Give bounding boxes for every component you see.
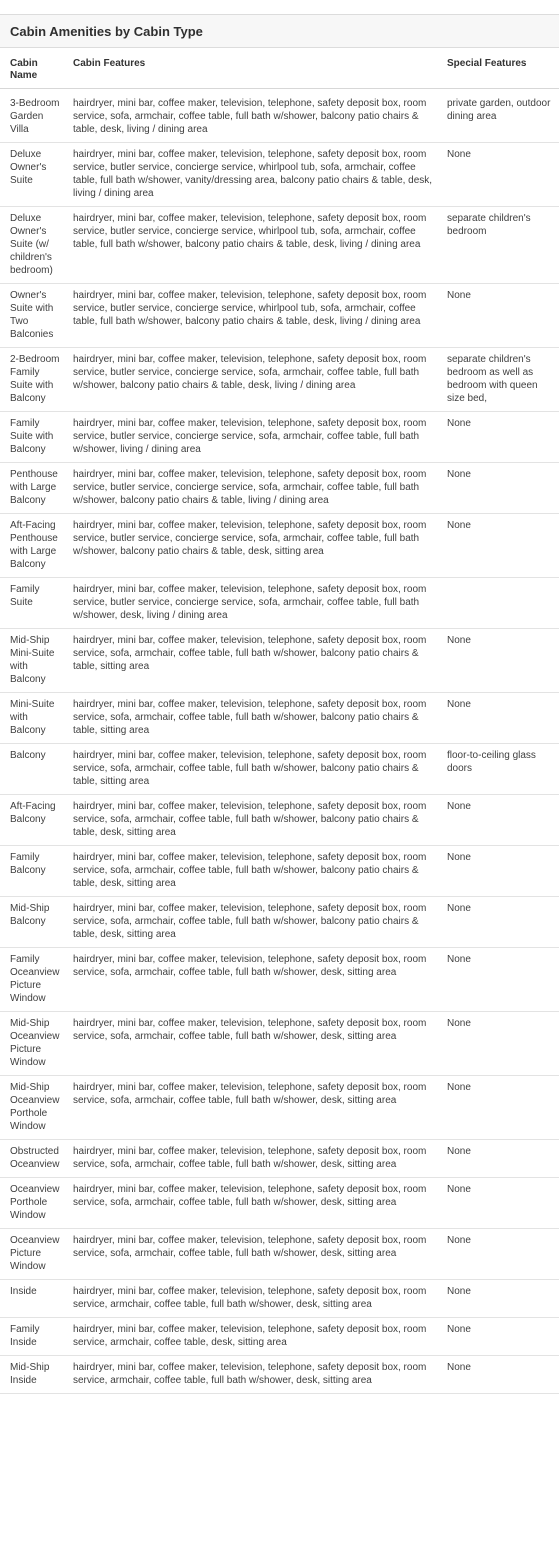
table-row (0, 629, 559, 693)
special-features-cell: floor-to-ceiling glass doors (443, 744, 559, 795)
cabin-name-cell: Mid-Ship Balcony (0, 897, 67, 948)
table-row (0, 143, 559, 207)
cabin-features-cell: hairdryer, mini bar, coffee maker, television, telephone, safety deposit box, room service, sofa, armchair, coffee table, full bath w/shower, balcony patio chairs & table, desk, sitting area (67, 897, 443, 948)
table-row (0, 514, 559, 578)
cabin-features-cell: hairdryer, mini bar, coffee maker, television, telephone, safety deposit box, room service, sofa, armchair, coffee table, full bath w/shower, desk, sitting area (67, 1229, 443, 1280)
cabin-name-cell: Family Suite with Balcony (0, 412, 67, 463)
cabin-features-cell: hairdryer, mini bar, coffee maker, television, telephone, safety deposit box, room service, butler service, concierge service, sofa, armchair, coffee table, full bath w/shower, balcony patio chairs & table, desk, sitting area (67, 514, 443, 578)
cabin-name-cell: Penthouse with Large Balcony (0, 463, 67, 514)
header-special-features: Special Features (443, 48, 559, 89)
special-features-cell: separate children's bedroom (443, 207, 559, 284)
cabin-name-cell: Mid-Ship Mini-Suite with Balcony (0, 629, 67, 693)
cabin-name-cell: Obstructed Oceanview (0, 1140, 67, 1178)
special-features-cell: None (443, 1356, 559, 1394)
special-features-cell: None (443, 948, 559, 1012)
special-features-cell: None (443, 1318, 559, 1356)
special-features-cell: None (443, 514, 559, 578)
cabin-features-cell: hairdryer, mini bar, coffee maker, television, telephone, safety deposit box, room service, sofa, armchair, coffee table, full bath w/shower, balcony patio chairs & table, sitting area (67, 744, 443, 795)
cabin-features-cell: hairdryer, mini bar, coffee maker, television, telephone, safety deposit box, room service, sofa, armchair, coffee table, full bath w/shower, desk, sitting area (67, 948, 443, 1012)
cabin-features-cell: hairdryer, mini bar, coffee maker, television, telephone, safety deposit box, room service, armchair, coffee table, desk, sitting area (67, 1318, 443, 1356)
cabin-features-cell: hairdryer, mini bar, coffee maker, television, telephone, safety deposit box, room service, sofa, armchair, coffee table, full bath w/shower, balcony patio chairs & table, desk, sitting area (67, 795, 443, 846)
cabin-name-cell: Owner's Suite with Two Balconies (0, 284, 67, 348)
cabin-name-cell: 3-Bedroom Garden Villa (0, 89, 67, 143)
table-row (0, 89, 559, 143)
cabin-name-cell: Mid-Ship Oceanview Picture Window (0, 1012, 67, 1076)
cabin-name-cell: Aft-Facing Penthouse with Large Balcony (0, 514, 67, 578)
special-features-cell: None (443, 143, 559, 207)
table-row (0, 795, 559, 846)
table-row (0, 1318, 559, 1356)
cabin-features-cell: hairdryer, mini bar, coffee maker, television, telephone, safety deposit box, room service, butler service, concierge service, sofa, armchair, coffee table, full bath w/shower, desk, living / dining area (67, 578, 443, 629)
cabin-name-cell: Family Oceanview Picture Window (0, 948, 67, 1012)
cabin-name-cell: Deluxe Owner's Suite (0, 143, 67, 207)
cabin-name-cell: Mini-Suite with Balcony (0, 693, 67, 744)
special-features-cell: None (443, 284, 559, 348)
table-row (0, 348, 559, 412)
table-row (0, 846, 559, 897)
special-features-cell: None (443, 412, 559, 463)
special-features-cell: None (443, 463, 559, 514)
amenities-table (0, 48, 559, 1394)
cabin-features-cell: hairdryer, mini bar, coffee maker, television, telephone, safety deposit box, room service, butler service, concierge service, sofa, armchair, coffee table, full bath w/shower, living / dining area (67, 412, 443, 463)
cabin-features-cell: hairdryer, mini bar, coffee maker, television, telephone, safety deposit box, room service, butler service, concierge service, sofa, armchair, coffee table, full bath w/shower, balcony patio chairs & table, living / dining area (67, 463, 443, 514)
cabin-name-cell: Family Suite (0, 578, 67, 629)
special-features-cell: None (443, 1280, 559, 1318)
table-row (0, 1178, 559, 1229)
special-features-cell: None (443, 1076, 559, 1140)
cabin-name-cell: Inside (0, 1280, 67, 1318)
table-row (0, 207, 559, 284)
cabin-features-cell: hairdryer, mini bar, coffee maker, television, telephone, safety deposit box, room service, butler service, concierge service, whirlpool tub, sofa, armchair, coffee table, full bath w/shower, vanity/dressing area, balcony patio chairs & table, desk, living / dining area (67, 143, 443, 207)
cabin-features-cell: hairdryer, mini bar, coffee maker, television, telephone, safety deposit box, room service, armchair, coffee table, full bath w/shower, desk, sitting area (67, 1356, 443, 1394)
cabin-name-cell: Balcony (0, 744, 67, 795)
header-cabin-name: Cabin Name (0, 48, 67, 89)
cabin-name-cell: Oceanview Picture Window (0, 1229, 67, 1280)
table-row (0, 1140, 559, 1178)
cabin-features-cell: hairdryer, mini bar, coffee maker, television, telephone, safety deposit box, room service, armchair, coffee table, full bath w/shower, desk, sitting area (67, 1280, 443, 1318)
cabin-features-cell: hairdryer, mini bar, coffee maker, television, telephone, safety deposit box, room service, butler service, concierge service, sofa, armchair, coffee table, full bath w/shower, balcony patio chairs & table, desk, living / dining area (67, 348, 443, 412)
special-features-cell: None (443, 897, 559, 948)
cabin-name-cell: Oceanview Porthole Window (0, 1178, 67, 1229)
table-row (0, 1356, 559, 1394)
cabin-name-cell: Deluxe Owner's Suite (w/ children's bedroom) (0, 207, 67, 284)
table-row (0, 948, 559, 1012)
table-row (0, 578, 559, 629)
cabin-features-cell: hairdryer, mini bar, coffee maker, television, telephone, safety deposit box, room service, butler service, concierge service, whirlpool tub, sofa, armchair, coffee table, full bath w/shower, balcony patio chairs & table, desk, living / dining area (67, 284, 443, 348)
cabin-features-cell: hairdryer, mini bar, coffee maker, television, telephone, safety deposit box, room service, sofa, armchair, coffee table, full bath w/shower, desk, sitting area (67, 1140, 443, 1178)
special-features-cell: None (443, 693, 559, 744)
special-features-cell: None (443, 1140, 559, 1178)
special-features-cell (443, 578, 559, 629)
special-features-cell: separate children's bedroom as well as bedroom with queen size bed, (443, 348, 559, 412)
cabin-name-cell: Family Balcony (0, 846, 67, 897)
table-row (0, 284, 559, 348)
cabin-features-cell: hairdryer, mini bar, coffee maker, television, telephone, safety deposit box, room service, sofa, armchair, coffee table, full bath w/shower, desk, sitting area (67, 1012, 443, 1076)
table-body (0, 89, 559, 1394)
special-features-cell: None (443, 846, 559, 897)
header-cabin-features: Cabin Features (67, 48, 443, 89)
table-row (0, 463, 559, 514)
special-features-cell: None (443, 1178, 559, 1229)
special-features-cell: None (443, 1229, 559, 1280)
special-features-cell: None (443, 795, 559, 846)
table-row (0, 1012, 559, 1076)
cabin-name-cell: Aft-Facing Balcony (0, 795, 67, 846)
cabin-features-cell: hairdryer, mini bar, coffee maker, television, telephone, safety deposit box, room service, sofa, armchair, coffee table, full bath w/shower, balcony patio chairs & table, desk, living / dining area (67, 89, 443, 143)
cabin-name-cell: Mid-Ship Oceanview Porthole Window (0, 1076, 67, 1140)
special-features-cell: None (443, 1012, 559, 1076)
table-row (0, 1229, 559, 1280)
table-row (0, 1280, 559, 1318)
table-row (0, 897, 559, 948)
table-row (0, 744, 559, 795)
special-features-cell: None (443, 629, 559, 693)
cabin-features-cell: hairdryer, mini bar, coffee maker, television, telephone, safety deposit box, room service, sofa, armchair, coffee table, full bath w/shower, balcony patio chairs & table, sitting area (67, 693, 443, 744)
cabin-features-cell: hairdryer, mini bar, coffee maker, television, telephone, safety deposit box, room service, sofa, armchair, coffee table, full bath w/shower, desk, sitting area (67, 1076, 443, 1140)
special-features-cell: private garden, outdoor dining area (443, 89, 559, 143)
cabin-features-cell: hairdryer, mini bar, coffee maker, television, telephone, safety deposit box, room service, sofa, armchair, coffee table, full bath w/shower, balcony patio chairs & table, sitting area (67, 629, 443, 693)
cabin-name-cell: Mid-Ship Inside (0, 1356, 67, 1394)
cabin-features-cell: hairdryer, mini bar, coffee maker, television, telephone, safety deposit box, room service, sofa, armchair, coffee table, full bath w/shower, balcony patio chairs & table, desk, sitting area (67, 846, 443, 897)
cabin-features-cell: hairdryer, mini bar, coffee maker, television, telephone, safety deposit box, room service, sofa, armchair, coffee table, full bath w/shower, desk, sitting area (67, 1178, 443, 1229)
cabin-name-cell: 2-Bedroom Family Suite with Balcony (0, 348, 67, 412)
table-row (0, 1076, 559, 1140)
table-row (0, 412, 559, 463)
table-row (0, 693, 559, 744)
table-header-row (0, 48, 559, 89)
cabin-name-cell: Family Inside (0, 1318, 67, 1356)
table-title: Cabin Amenities by Cabin Type (10, 23, 203, 39)
table-title-bar (0, 14, 559, 48)
cabin-features-cell: hairdryer, mini bar, coffee maker, television, telephone, safety deposit box, room service, butler service, concierge service, whirlpool tub, sofa, armchair, coffee table, full bath w/shower, balcony patio chairs & table, desk, living / dining area (67, 207, 443, 284)
